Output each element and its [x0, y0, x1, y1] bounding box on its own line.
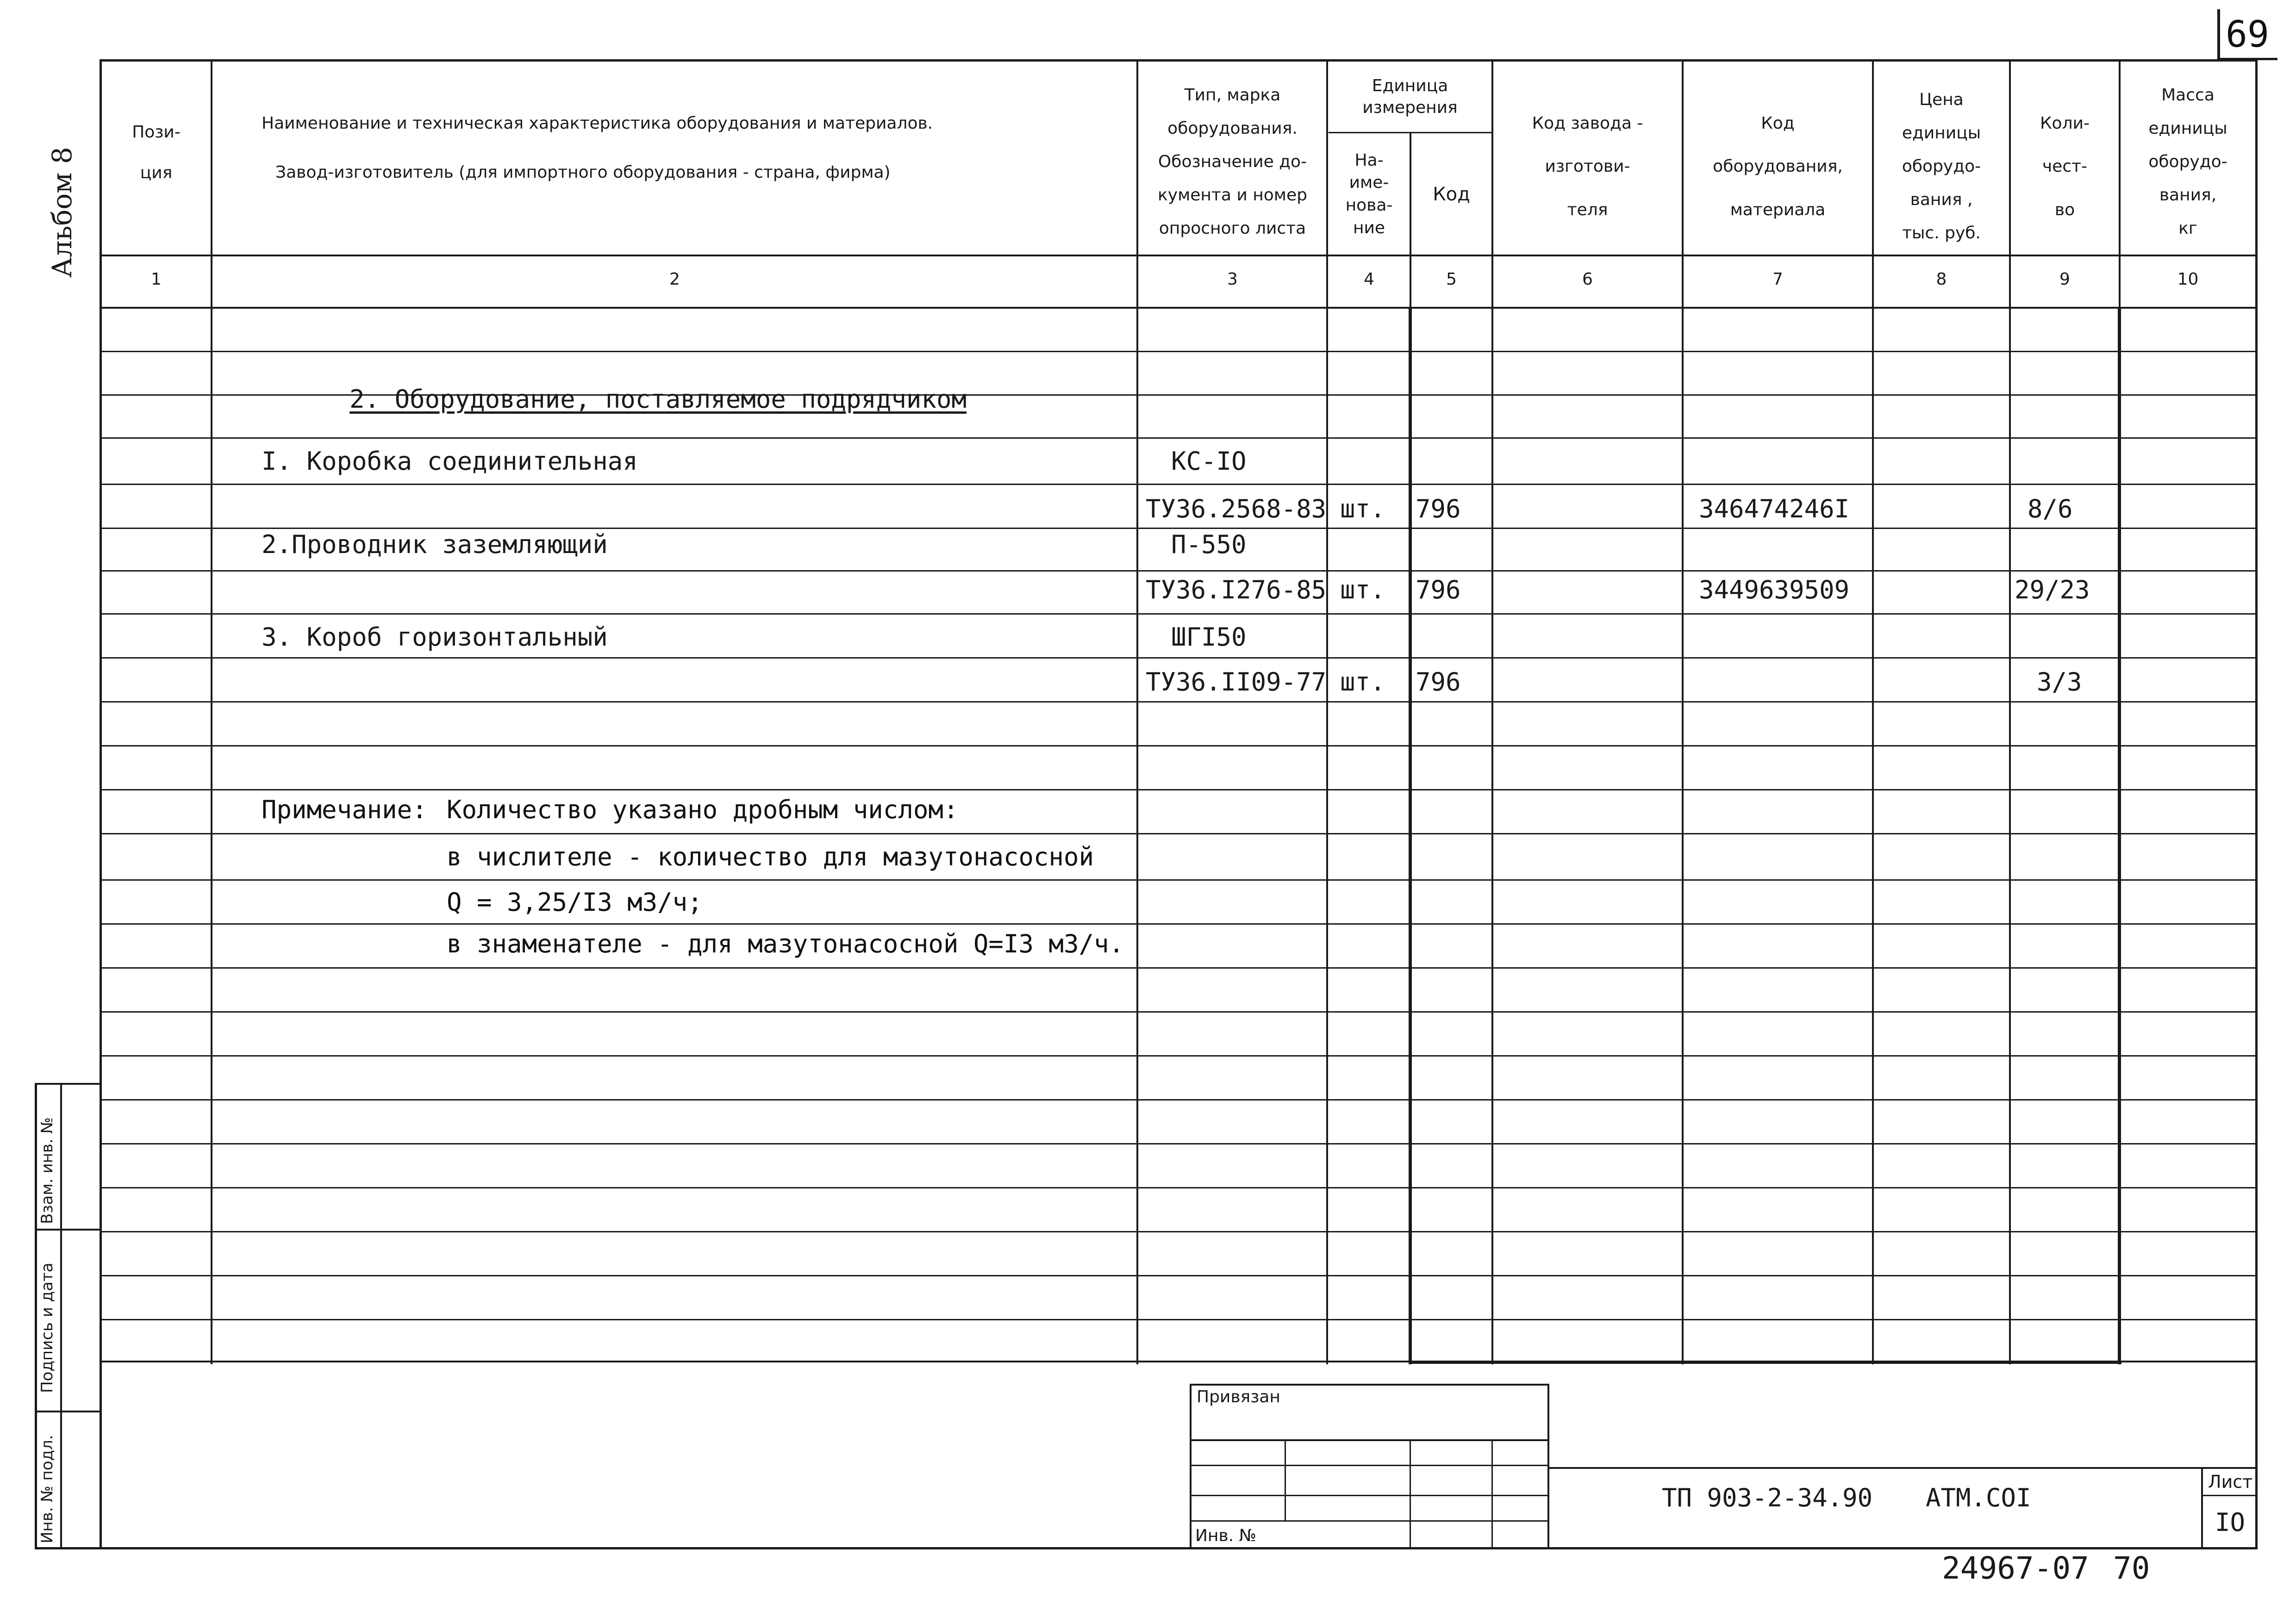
item-type: ШГI50 [1171, 622, 1247, 652]
note-label: Примечание: [262, 795, 427, 824]
archive-number: 24967-07 [1942, 1550, 2089, 1586]
item-quantity: 3/3 [2037, 667, 2082, 696]
header-equipment-code: Код оборудования, материала [1713, 113, 1843, 219]
note-line: Количество указано дробным числом: [447, 795, 959, 824]
note-line: в знаменателе - для мазутонасосной Q=I3 м3/ч. [447, 929, 1124, 958]
item-unit-code: 796 [1416, 667, 1461, 696]
header-unit-name: На- име- нова- ние [1345, 150, 1393, 237]
privyazan-label: Привязан [1197, 1387, 1280, 1406]
sheet-number: IO [2215, 1508, 2246, 1537]
item-name: 3. Короб горизонтальный [262, 622, 608, 652]
header-unit-code: Код [1433, 184, 1470, 205]
item-type: КС-IO [1171, 447, 1247, 476]
stamp-inv-label: Инв. № [1195, 1526, 1257, 1545]
header-position: Пози- ция [132, 122, 181, 182]
item-unit: шт. [1340, 667, 1385, 696]
side-inv-podl: Инв. № подл. [38, 1435, 56, 1543]
header-type: Тип, марка оборудования. Обозначение до- кумента и номер опросного листа [1158, 86, 1307, 238]
col-number: 5 [1446, 270, 1457, 289]
page-number: 69 [2226, 14, 2269, 56]
note-line: Q = 3,25/I3 м3/ч; [447, 888, 703, 917]
col-number: 1 [151, 270, 162, 289]
item-unit: шт. [1340, 494, 1385, 523]
item-doc: ТУ36.2568-83 [1146, 494, 1327, 523]
item-name: 2.Проводник заземляющий [262, 530, 608, 559]
item-unit: шт. [1340, 575, 1385, 604]
col-number: 2 [669, 270, 680, 289]
document-code: АТМ.COI [1926, 1483, 2031, 1512]
document-designation: ТП 903-2-34.90 [1662, 1483, 1873, 1512]
col-number: 9 [2059, 270, 2070, 289]
item-quantity: 29/23 [2015, 575, 2090, 604]
bottom-page-number: 70 [2113, 1550, 2150, 1586]
item-equipment-code: 3449639509 [1699, 575, 1850, 604]
sheet-label: Лист [2208, 1472, 2253, 1492]
col-number: 4 [1364, 270, 1374, 289]
header-name: Наименование и техническая характеристика оборудования и материалов. Завод-изготовитель (для импортного оборудования - страна, фирма) [262, 113, 933, 182]
col-number: 6 [1582, 270, 1593, 289]
section-title: 2. Оборудование, поставляемое подрядчиком [349, 385, 967, 414]
album-label: Альбом 8 [46, 147, 78, 278]
item-equipment-code: 346474246I [1699, 494, 1850, 523]
item-unit-code: 796 [1416, 575, 1461, 604]
header-plant-code: Код завода - изготови- теля [1532, 113, 1643, 219]
col-number: 3 [1227, 270, 1238, 289]
header-price: Цена единицы оборудо- вания , тыс. руб. [1902, 90, 1981, 243]
item-unit-code: 796 [1416, 494, 1461, 523]
item-type: П-550 [1171, 530, 1247, 559]
side-sign-date: Подпись и дата [38, 1262, 56, 1393]
item-doc: ТУ36.I276-85 [1146, 575, 1327, 604]
page-number-frame [2217, 9, 2220, 60]
header-mass: Масса единицы оборудо- вания, кг [2148, 86, 2227, 238]
item-name: I. Коробка соединительная [262, 447, 638, 476]
col-number: 7 [1772, 270, 1783, 289]
header-quantity: Коли- чест- во [2040, 113, 2090, 219]
col-number: 10 [2177, 270, 2199, 289]
side-inv-no: Взам. инв. № [38, 1117, 56, 1224]
item-doc: ТУ36.II09-77 [1146, 667, 1327, 696]
note-line: в числителе - количество для мазутонасосной [447, 842, 1094, 871]
item-quantity: 8/6 [2028, 494, 2073, 523]
header-unit-group: Единица измерения [1362, 76, 1458, 117]
col-number: 8 [1936, 270, 1947, 289]
